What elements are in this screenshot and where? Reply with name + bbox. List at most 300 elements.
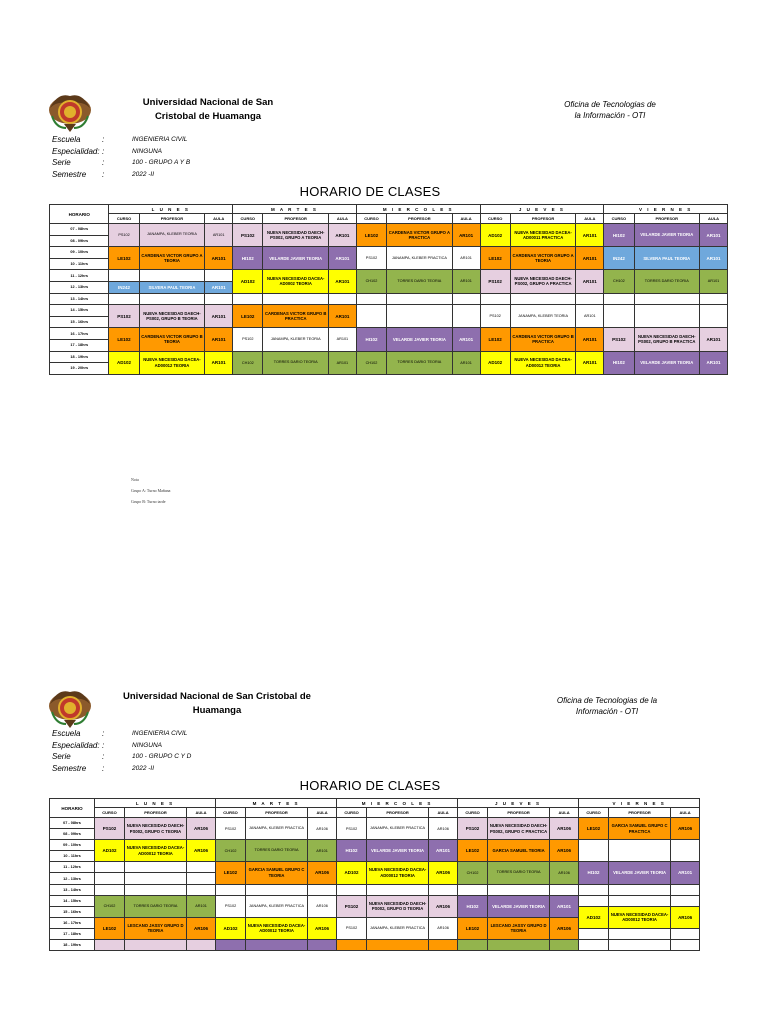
- course-code-cell: PS102: [109, 305, 139, 328]
- professor-cell: VELARDE JAVIER TEORIA: [488, 895, 550, 917]
- curso-header: CURSO: [579, 808, 609, 818]
- classroom-cell: [205, 270, 233, 282]
- hour-label: 08 - 09hrs: [50, 235, 109, 247]
- classroom-cell: AR101: [576, 224, 604, 247]
- course-code-cell: PS102: [337, 818, 367, 840]
- classroom-cell: AR101: [328, 224, 356, 247]
- course-code-cell: CH102: [216, 840, 246, 862]
- classroom-cell: AR101: [328, 351, 356, 374]
- oti-office-label: Oficina de Tecnologias de la Información - OTI: [556, 696, 658, 716]
- schedule-title: HORARIO DE CLASES: [299, 184, 441, 199]
- classroom-cell: [429, 884, 458, 895]
- classroom-cell: AR101: [205, 281, 233, 293]
- classroom-cell: AR101: [576, 270, 604, 293]
- course-code-cell: [579, 940, 609, 951]
- info-colon: :: [102, 135, 105, 144]
- classroom-cell: AR101: [187, 895, 216, 917]
- classroom-cell: [429, 940, 458, 951]
- course-code-cell: PS102: [604, 328, 634, 351]
- course-code-cell: [109, 270, 139, 282]
- classroom-cell: [700, 305, 728, 328]
- profesor-header: PROFESOR: [125, 808, 187, 818]
- hour-label: 16 - 17hrs: [50, 917, 95, 928]
- info-value: INGENIERIA CIVIL: [132, 136, 188, 143]
- curso-header: CURSO: [95, 808, 125, 818]
- professor-cell: [488, 884, 550, 895]
- university-seal-logo: [48, 684, 92, 730]
- hour-label: 07 - 08hrs: [50, 818, 95, 829]
- course-code-cell: LE102: [480, 328, 510, 351]
- classroom-cell: AR101: [576, 351, 604, 374]
- info-value: 100 - GRUPO A Y B: [132, 159, 191, 166]
- course-code-cell: HI102: [233, 247, 263, 270]
- info-row: [52, 134, 190, 146]
- professor-cell: JANAMPA, KLEBER PRACTICA: [246, 895, 308, 917]
- course-code-cell: PS102: [95, 818, 125, 840]
- professor-cell: NUEVA NECESIDAD DACEA-AD00012 TEORIA: [367, 862, 429, 884]
- curso-header: CURSO: [233, 214, 263, 224]
- hour-label: 13 - 14hrs: [50, 293, 109, 305]
- course-code-cell: LE102: [458, 917, 488, 939]
- professor-cell: [139, 270, 204, 282]
- profesor-header: PROFESOR: [634, 214, 699, 224]
- classroom-cell: [187, 940, 216, 951]
- course-code-cell: PS102: [480, 270, 510, 293]
- course-code-cell: LE102: [480, 247, 510, 270]
- course-code-cell: PS102: [458, 818, 488, 840]
- professor-cell: NUEVA NECESIDAD DACEA-AD0002 TEORIA: [263, 270, 328, 293]
- classroom-cell: [452, 293, 480, 305]
- student-info-block: [52, 728, 191, 774]
- classroom-cell: [700, 293, 728, 305]
- classroom-cell: AR101: [328, 305, 356, 328]
- classroom-cell: AR101: [576, 305, 604, 328]
- professor-cell: NUEVA NECESIDAD DAECH-PS002, GRUPO A PRACTICA: [510, 270, 575, 293]
- professor-cell: [609, 928, 671, 939]
- professor-cell: LESCANO JASSY GRUPO D TEORIA: [488, 917, 550, 939]
- course-code-cell: AD102: [233, 270, 263, 293]
- hour-label: 14 - 15hrs: [50, 305, 109, 317]
- info-colon: :: [102, 752, 105, 761]
- info-row: [52, 728, 191, 740]
- info-key: Escuela: [52, 729, 81, 738]
- professor-cell: VELARDE JAVIER TEORIA: [263, 247, 328, 270]
- professor-cell: NUEVA NECESIDAD DACEA-AD00011 PRACTICA: [510, 224, 575, 247]
- hour-label: 15 - 16hrs: [50, 906, 95, 917]
- professor-cell: GARCIA SAMUEL GRUPO C PRACTICA: [609, 818, 671, 840]
- info-colon: :: [102, 729, 105, 738]
- course-code-cell: LE102: [579, 818, 609, 840]
- course-code-cell: PS102: [480, 305, 510, 328]
- classroom-cell: AR101: [700, 328, 728, 351]
- course-code-cell: PS102: [233, 328, 263, 351]
- schedule-table: [49, 798, 700, 951]
- day-header: L U N E S: [109, 205, 233, 214]
- professor-cell: JANAMPA, KLEBER TEORIA: [139, 224, 204, 247]
- profesor-header: PROFESOR: [609, 808, 671, 818]
- classroom-cell: AR101: [700, 351, 728, 374]
- classroom-cell: [452, 305, 480, 328]
- course-code-cell: AD102: [337, 862, 367, 884]
- course-code-cell: LE102: [95, 917, 125, 939]
- classroom-cell: AR106: [550, 862, 579, 884]
- info-key: Semestre: [52, 763, 87, 773]
- hour-label: 16 - 17hrs: [50, 328, 109, 340]
- horario-header: HORARIO: [50, 205, 109, 224]
- hour-label: 10 - 11hrs: [50, 258, 109, 270]
- professor-cell: [488, 940, 550, 951]
- professor-cell: TORRES DARIO TEORIA: [387, 270, 452, 293]
- professor-cell: VELARDE JAVIER TEORIA: [367, 840, 429, 862]
- course-code-cell: PS102: [216, 895, 246, 917]
- professor-cell: CARDENAS VICTOR GRUPO B PRACTICA: [510, 328, 575, 351]
- course-code-cell: CH102: [356, 270, 386, 293]
- course-code-cell: IN242: [109, 281, 139, 293]
- classroom-cell: AR106: [187, 840, 216, 862]
- info-key: Serie: [52, 752, 71, 761]
- professor-cell: CARDENAS VICTOR GRUPO B PRACTICA: [263, 305, 328, 328]
- hour-label: 09 - 10hrs: [50, 247, 109, 259]
- day-header: L U N E S: [95, 799, 216, 808]
- professor-cell: CARDENAS VICTOR GRUPO B TEORIA: [139, 328, 204, 351]
- info-key: Semestre: [52, 169, 87, 179]
- professor-cell: [125, 862, 187, 873]
- curso-header: CURSO: [458, 808, 488, 818]
- professor-cell: [139, 293, 204, 305]
- classroom-cell: AR101: [700, 270, 728, 293]
- professor-cell: [246, 884, 308, 895]
- info-row: [52, 751, 191, 763]
- professor-cell: [510, 293, 575, 305]
- note-line: Nota: [131, 477, 139, 482]
- professor-cell: NUEVA NECESIDAD DAECH-PS002, GRUPO C TEORIA: [125, 818, 187, 840]
- professor-cell: NUEVA NECESIDAD DACEA-AD00012 TEORIA: [510, 351, 575, 374]
- curso-header: CURSO: [604, 214, 634, 224]
- professor-cell: [609, 895, 671, 906]
- course-code-cell: [356, 305, 386, 328]
- info-value: 100 - GRUPO C Y D: [132, 753, 192, 760]
- aula-header: AULA: [700, 214, 728, 224]
- course-code-cell: LE102: [233, 305, 263, 328]
- professor-cell: [263, 293, 328, 305]
- course-code-cell: LE102: [356, 224, 386, 247]
- hour-label: 17 - 18hrs: [50, 339, 109, 351]
- info-colon: :: [102, 763, 105, 773]
- note-line: Grupo A: Turno Mañana: [131, 488, 171, 493]
- professor-cell: NUEVA NECESIDAD DACEA-AD00012 TEORIA: [609, 906, 671, 928]
- classroom-cell: AR101: [328, 247, 356, 270]
- classroom-cell: AR101: [205, 247, 233, 270]
- professor-cell: [387, 293, 452, 305]
- curso-header: CURSO: [356, 214, 386, 224]
- classroom-cell: AR101: [328, 270, 356, 293]
- course-code-cell: [109, 293, 139, 305]
- classroom-cell: [205, 293, 233, 305]
- professor-cell: NUEVA NECESIDAD DAECH-PS002, GRUPO B TEORIA: [139, 305, 204, 328]
- professor-cell: [367, 884, 429, 895]
- course-code-cell: [216, 884, 246, 895]
- professor-cell: [609, 884, 671, 895]
- professor-cell: [246, 940, 308, 951]
- course-code-cell: CH102: [95, 895, 125, 917]
- info-colon: :: [102, 169, 105, 179]
- classroom-cell: [671, 884, 700, 895]
- course-code-cell: AD102: [216, 917, 246, 939]
- schedule-page-2: [0, 680, 768, 1024]
- professor-cell: JANAMPA, KLEBER PRACTICA: [246, 818, 308, 840]
- course-code-cell: [579, 895, 609, 906]
- university-name: Universidad Nacional de San Cristobal de Huamanga: [123, 691, 311, 716]
- classroom-cell: AR106: [308, 862, 337, 884]
- aula-header: AULA: [328, 214, 356, 224]
- professor-cell: [125, 940, 187, 951]
- professor-cell: NUEVA NECESIDAD DAECH-PS002, GRUPO C PRACTICA: [488, 818, 550, 840]
- course-code-cell: CH102: [604, 270, 634, 293]
- classroom-cell: AR101: [429, 840, 458, 862]
- professor-cell: GARCIA SAMUEL GRUPO C TEORIA: [246, 862, 308, 884]
- professor-cell: [609, 940, 671, 951]
- professor-cell: [634, 305, 699, 328]
- classroom-cell: [671, 928, 700, 939]
- course-code-cell: CH102: [356, 351, 386, 374]
- course-code-cell: [95, 862, 125, 873]
- classroom-cell: [308, 940, 337, 951]
- classroom-cell: AR101: [576, 247, 604, 270]
- course-code-cell: [233, 293, 263, 305]
- classroom-cell: [187, 862, 216, 873]
- classroom-cell: [671, 840, 700, 862]
- course-code-cell: AD102: [480, 224, 510, 247]
- curso-header: CURSO: [109, 214, 139, 224]
- day-header: V I E R N E S: [579, 799, 700, 808]
- professor-cell: TORRES DARIO TEORIA: [488, 862, 550, 884]
- day-header: J U E V E S: [480, 205, 604, 214]
- course-code-cell: [604, 293, 634, 305]
- classroom-cell: AR101: [452, 328, 480, 351]
- course-code-cell: [95, 884, 125, 895]
- info-row: [52, 157, 190, 169]
- course-code-cell: [337, 940, 367, 951]
- info-colon: :: [102, 740, 105, 750]
- professor-cell: JANAMPA, KLEBER PRACTICA: [367, 917, 429, 939]
- day-header: M A R T E S: [233, 205, 357, 214]
- course-code-cell: [480, 293, 510, 305]
- classroom-cell: AR101: [700, 224, 728, 247]
- professor-cell: VELARDE JAVIER TEORIA: [634, 351, 699, 374]
- info-key: Especialidad:: [52, 146, 100, 156]
- info-value: INGENIERIA CIVIL: [132, 730, 188, 737]
- professor-cell: TORRES DARIO TEORIA: [125, 895, 187, 917]
- course-code-cell: LE102: [109, 328, 139, 351]
- university-seal-logo: [48, 88, 92, 134]
- notes-block: [131, 474, 170, 507]
- classroom-cell: AR106: [671, 818, 700, 840]
- aula-header: AULA: [452, 214, 480, 224]
- classroom-cell: AR101: [671, 862, 700, 884]
- hour-label: 18 - 19hrs: [50, 351, 109, 363]
- aula-header: AULA: [671, 808, 700, 818]
- professor-cell: NUEVA NECESIDAD DACEA-AD00012 TEORIA: [125, 840, 187, 862]
- profesor-header: PROFESOR: [139, 214, 204, 224]
- course-code-cell: [579, 928, 609, 939]
- classroom-cell: [671, 940, 700, 951]
- day-header: V I E R N E S: [604, 205, 728, 214]
- course-code-cell: AD102: [95, 840, 125, 862]
- classroom-cell: [308, 884, 337, 895]
- professor-cell: JANAMPA, KLEBER TEORIA: [263, 328, 328, 351]
- classroom-cell: AR106: [429, 862, 458, 884]
- hour-label: 11 - 12hrs: [50, 862, 95, 873]
- professor-cell: NUEVA NECESIDAD DAECH-PS002, GRUPO A TEORIA: [263, 224, 328, 247]
- profesor-header: PROFESOR: [387, 214, 452, 224]
- classroom-cell: AR101: [205, 224, 233, 247]
- professor-cell: [634, 293, 699, 305]
- hour-label: 12 - 13hrs: [50, 281, 109, 293]
- curso-header: CURSO: [337, 808, 367, 818]
- info-value: 2022 -II: [132, 764, 155, 772]
- info-colon: :: [102, 146, 105, 156]
- day-header: M A R T E S: [216, 799, 337, 808]
- professor-cell: NUEVA NECESIDAD DACEA-AD00012 TEORIA: [139, 351, 204, 374]
- classroom-cell: [550, 940, 579, 951]
- classroom-cell: AR106: [550, 840, 579, 862]
- profesor-header: PROFESOR: [367, 808, 429, 818]
- classroom-cell: AR106: [429, 895, 458, 917]
- classroom-cell: AR101: [205, 305, 233, 328]
- professor-cell: NUEVA NECESIDAD DAECH-PS002, GRUPO D TEORIA: [367, 895, 429, 917]
- aula-header: AULA: [576, 214, 604, 224]
- course-code-cell: PS102: [337, 917, 367, 939]
- professor-cell: TORRES DARIO TEORIA: [263, 351, 328, 374]
- course-code-cell: [337, 884, 367, 895]
- student-info-block: [52, 134, 190, 180]
- course-code-cell: CH102: [233, 351, 263, 374]
- classroom-cell: AR106: [308, 818, 337, 840]
- info-row: [52, 740, 191, 752]
- course-code-cell: HI102: [604, 351, 634, 374]
- professor-cell: NUEVA NECESIDAD DACEA-AD00012 TEORIA: [246, 917, 308, 939]
- schedule-table: [49, 204, 728, 375]
- aula-header: AULA: [550, 808, 579, 818]
- info-row: [52, 169, 190, 181]
- classroom-cell: [671, 895, 700, 906]
- classroom-cell: AR101: [308, 840, 337, 862]
- course-code-cell: [95, 873, 125, 884]
- professor-cell: LESCANO JASSY GRUPO D TEORIA: [125, 917, 187, 939]
- note-line: Grupo B: Turno tarde: [131, 499, 166, 504]
- course-code-cell: [579, 884, 609, 895]
- classroom-cell: AR101: [550, 895, 579, 917]
- course-code-cell: HI102: [337, 840, 367, 862]
- info-key: Serie: [52, 158, 71, 167]
- classroom-cell: AR106: [429, 818, 458, 840]
- professor-cell: TORRES DARIO TEORIA: [246, 840, 308, 862]
- professor-cell: TORRES DARIO TEORIA: [387, 351, 452, 374]
- course-code-cell: HI102: [604, 224, 634, 247]
- professor-cell: SILVERA PAUL TEORIA: [139, 281, 204, 293]
- classroom-cell: AR106: [550, 818, 579, 840]
- hour-label: 18 - 19hrs: [50, 940, 95, 951]
- course-code-cell: LE102: [216, 862, 246, 884]
- classroom-cell: [187, 884, 216, 895]
- course-code-cell: [579, 840, 609, 862]
- classroom-cell: AR101: [452, 270, 480, 293]
- professor-cell: VELARDE JAVIER TEORIA: [387, 328, 452, 351]
- profesor-header: PROFESOR: [488, 808, 550, 818]
- hour-label: 17 - 18hrs: [50, 928, 95, 939]
- classroom-cell: AR101: [452, 351, 480, 374]
- course-code-cell: AD102: [579, 906, 609, 928]
- professor-cell: VELARDE JAVIER TEORIA: [634, 224, 699, 247]
- course-code-cell: PS102: [337, 895, 367, 917]
- classroom-cell: [187, 873, 216, 884]
- schedule-title: HORARIO DE CLASES: [299, 778, 441, 793]
- classroom-cell: AR101: [205, 351, 233, 374]
- profesor-header: PROFESOR: [246, 808, 308, 818]
- professor-cell: JANAMPA, KLEBER TEORIA: [510, 305, 575, 328]
- university-name: Universidad Nacional de San Cristobal de Huamanga: [142, 97, 274, 122]
- hour-label: 13 - 14hrs: [50, 884, 95, 895]
- course-code-cell: [356, 293, 386, 305]
- hour-label: 08 - 09hrs: [50, 829, 95, 840]
- classroom-cell: AR106: [187, 917, 216, 939]
- classroom-cell: AR101: [700, 247, 728, 270]
- hour-label: 15 - 16hrs: [50, 316, 109, 328]
- info-row: [52, 146, 190, 158]
- course-code-cell: IN242: [604, 247, 634, 270]
- professor-cell: JANAMPA, KLEBER PRACTICA: [367, 818, 429, 840]
- info-colon: :: [102, 158, 105, 167]
- course-code-cell: HI102: [579, 862, 609, 884]
- course-code-cell: PS102: [233, 224, 263, 247]
- day-header: J U E V E S: [458, 799, 579, 808]
- classroom-cell: AR106: [308, 917, 337, 939]
- hour-label: 11 - 12hrs: [50, 270, 109, 282]
- info-value: NINGUNA: [132, 741, 162, 749]
- classroom-cell: AR106: [187, 818, 216, 840]
- course-code-cell: [95, 940, 125, 951]
- classroom-cell: AR101: [328, 328, 356, 351]
- classroom-cell: AR106: [429, 917, 458, 939]
- hour-label: 07 - 08hrs: [50, 224, 109, 236]
- info-value: NINGUNA: [132, 147, 162, 155]
- professor-cell: CARDENAS VICTOR GRUPO A PRACTICA: [387, 224, 452, 247]
- hour-label: 14 - 15hrs: [50, 895, 95, 906]
- course-code-cell: CH102: [458, 862, 488, 884]
- professor-cell: SILVERA PAUL TEORIA: [634, 247, 699, 270]
- curso-header: CURSO: [480, 214, 510, 224]
- classroom-cell: AR101: [452, 224, 480, 247]
- hour-label: 12 - 13hrs: [50, 873, 95, 884]
- hour-label: 09 - 10hrs: [50, 840, 95, 851]
- professor-cell: [609, 840, 671, 862]
- horario-header: HORARIO: [50, 799, 95, 818]
- professor-cell: [387, 305, 452, 328]
- aula-header: AULA: [308, 808, 337, 818]
- course-code-cell: [604, 305, 634, 328]
- course-code-cell: [458, 940, 488, 951]
- day-header: M I E R C O L E S: [337, 799, 458, 808]
- hour-label: 10 - 11hrs: [50, 851, 95, 862]
- oti-office-label: Oficina de Tecnologias de la Información - OTI: [564, 100, 656, 120]
- classroom-cell: AR106: [671, 906, 700, 928]
- classroom-cell: AR106: [308, 895, 337, 917]
- profesor-header: PROFESOR: [510, 214, 575, 224]
- aula-header: AULA: [205, 214, 233, 224]
- course-code-cell: LE102: [458, 840, 488, 862]
- classroom-cell: AR106: [550, 917, 579, 939]
- curso-header: CURSO: [216, 808, 246, 818]
